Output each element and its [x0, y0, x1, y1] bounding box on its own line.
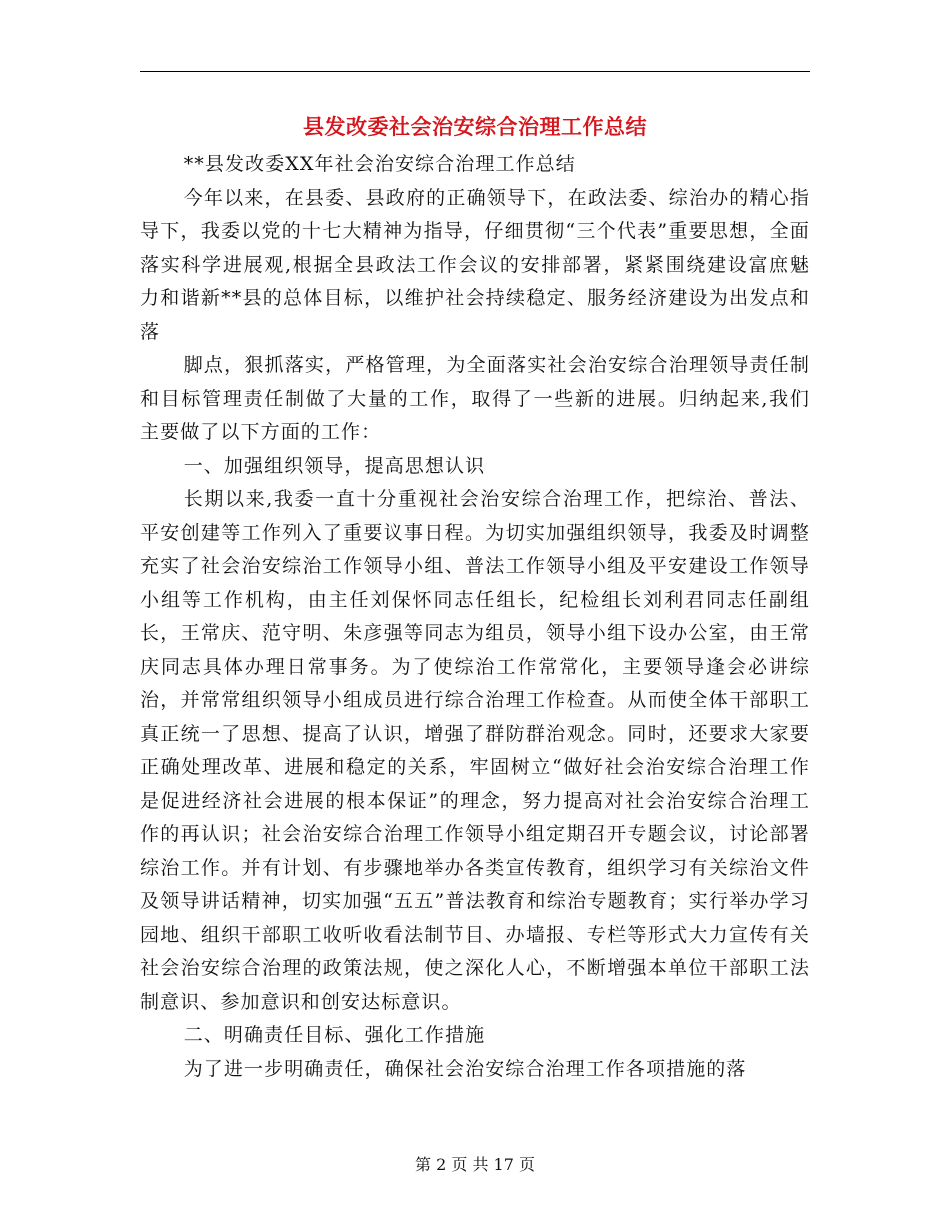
header-rule [140, 71, 810, 72]
intro-continuation-paragraph: 脚点，狠抓落实，严格管理，为全面落实社会治安综合治理领导责任制和目标管理责任制做了大量的工作，取得了一些新的进展。归纳起来,我们主要做了以下方面的工作： [140, 354, 810, 443]
section-heading-1: 一、加强组织领导，提高思想认识 [183, 454, 486, 477]
section-1-paragraph: 长期以来,我委一直十分重视社会治安综合治理工作，把综治、普法、平安创建等工作列入了重要议事日程。为切实加强组织领导，我委及时调整充实了社会治安综治工作领导小组、普法工作领导小组及平安建设工作领导小组等工作机构，由主任刘保怀同志任组长，纪检组长刘利君同志任副组长，王常庆、范守明、朱彦强等同志为组员，领导小组下设办公室，由王常庆同志具体办理日常事务。为了使综治工作常常化，主要领导逢会必讲综治，并常常组织领导小组成员进行综合治理工作检查。从而使全体干部职工真正统一了思想、提高了认识，增强了群防群治观念。同时，还要求大家要正确处理改革、进展和稳定的关系，牢固树立“做好社会治安综合治理工作是促进经济社会进展的根本保证”的理念，努力提高对社会治安综合治理工作的再认识；社会治安综合治理工作领导小组定期召开专题会议，讨论部署综治工作。并有计划、有步骤地举办各类宣传教育，组织学习有关综治文件及领导讲话精神，切实加强“五五”普法教育和综治专题教育；实行举办学习园地、组织干部职工收听收看法制节目、办墙报、专栏等形式大力宣传有关社会治安综合治理的政策法规，使之深化人心，不断增强本单位干部职工法制意识、参加意识和创安达标意识。 [140, 488, 810, 1013]
section-heading-2: 二、明确责任目标、强化工作措施 [183, 1024, 486, 1046]
section-2-paragraph: 为了进一步明确责任，确保社会治安综合治理工作各项措施的落 [183, 1057, 747, 1080]
document-title: 县发改委社会治安综合治理工作总结 [303, 114, 647, 139]
page-number: 第 2 页 共 17 页 [415, 1155, 535, 1174]
report-subtitle: **县发改委XX年社会治安综合治理工作总结 [183, 153, 576, 175]
document-body [140, 148, 810, 1086]
intro-paragraph: 今年以来，在县委、县政府的正确领导下，在政法委、综治办的精心指导下，我委以党的十七大精神为指导，仔细贯彻“三个代表”重要思想，全面落实科学进展观,根据全县政法工作会议的安排部署，紧紧围绕建设富庶魅力和谐新**县的总体目标，以维护社会持续稳定、服务经济建设为出发点和落 [140, 186, 810, 343]
